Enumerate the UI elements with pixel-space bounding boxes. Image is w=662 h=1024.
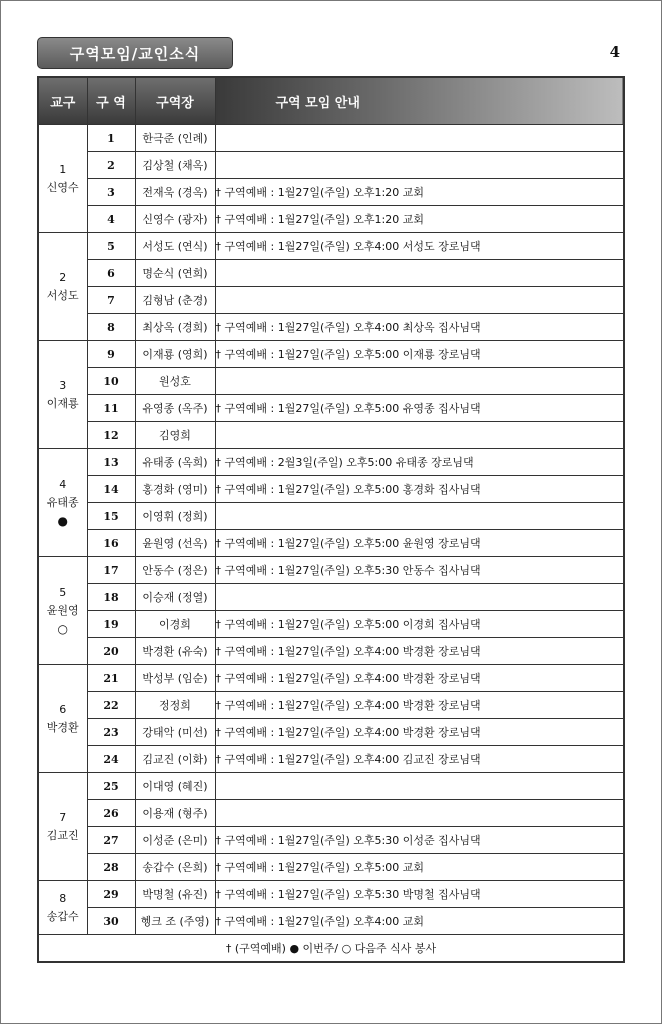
table-row xyxy=(38,125,624,152)
zone-number: 9 xyxy=(87,341,135,368)
zone-number: 2 xyxy=(87,152,135,179)
district-number: 6 xyxy=(59,702,67,716)
zone-leader: 이영휘 (정희) xyxy=(135,503,215,530)
zone-number: 12 xyxy=(87,422,135,449)
district-cell xyxy=(38,665,87,773)
zone-number: 16 xyxy=(87,530,135,557)
zone-leader: 이승재 (정열) xyxy=(135,584,215,611)
table-row xyxy=(38,557,624,584)
meeting-info: † 구역예배 : 1월27일(주일) 오후4:00 서성도 장로님댁 xyxy=(215,233,624,260)
district-number: 5 xyxy=(59,585,67,599)
table-row xyxy=(38,773,624,800)
zone-number: 20 xyxy=(87,638,135,665)
zone-leader: 신영수 (광자) xyxy=(135,206,215,233)
zone-number: 6 xyxy=(87,260,135,287)
table-row xyxy=(38,395,624,422)
zone-number: 7 xyxy=(87,287,135,314)
zone-number: 29 xyxy=(87,881,135,908)
district-schedule-table xyxy=(37,76,625,963)
zone-leader: 최상옥 (경희) xyxy=(135,314,215,341)
zone-leader: 헹크 조 (주영) xyxy=(135,908,215,935)
meeting-info: † 구역예배 : 1월27일(주일) 오후5:30 박명철 집사님댁 xyxy=(215,881,624,908)
meeting-info: † 구역예배 : 1월27일(주일) 오후5:00 윤원영 장로님댁 xyxy=(215,530,624,557)
zone-leader: 이재룡 (영희) xyxy=(135,341,215,368)
district-number: 1 xyxy=(59,162,67,176)
district-cell xyxy=(38,881,87,935)
zone-leader: 정정희 xyxy=(135,692,215,719)
meeting-info: † 구역예배 : 1월27일(주일) 오후5:30 안동수 집사님댁 xyxy=(215,557,624,584)
meeting-info: † 구역예배 : 1월27일(주일) 오후5:00 유영종 집사님댁 xyxy=(215,395,624,422)
meeting-info xyxy=(215,422,624,449)
meeting-info: † 구역예배 : 1월27일(주일) 오후5:00 이재룡 장로님댁 xyxy=(215,341,624,368)
table-row xyxy=(38,503,624,530)
zone-leader: 이성준 (은미) xyxy=(135,827,215,854)
meeting-info xyxy=(215,503,624,530)
zone-number: 18 xyxy=(87,584,135,611)
zone-number: 30 xyxy=(87,908,135,935)
zone-leader: 전재욱 (경옥) xyxy=(135,179,215,206)
zone-leader: 유영종 (옥주) xyxy=(135,395,215,422)
meeting-info: † 구역예배 : 1월27일(주일) 오후4:00 박경환 장로님댁 xyxy=(215,665,624,692)
zone-number: 24 xyxy=(87,746,135,773)
table-row xyxy=(38,800,624,827)
district-number: 2 xyxy=(59,270,67,284)
table-row xyxy=(38,854,624,881)
zone-number: 22 xyxy=(87,692,135,719)
zone-leader: 김상철 (채옥) xyxy=(135,152,215,179)
table-row xyxy=(38,746,624,773)
zone-leader: 박성부 (임순) xyxy=(135,665,215,692)
meeting-info xyxy=(215,800,624,827)
meeting-info xyxy=(215,152,624,179)
zone-leader: 윤원영 (선옥) xyxy=(135,530,215,557)
meeting-info: † 구역예배 : 2월3일(주일) 오후5:00 유태종 장로님댁 xyxy=(215,449,624,476)
zone-number: 13 xyxy=(87,449,135,476)
zone-leader: 송갑수 (은희) xyxy=(135,854,215,881)
district-number: 3 xyxy=(59,378,67,392)
zone-number: 3 xyxy=(87,179,135,206)
zone-leader: 원성호 xyxy=(135,368,215,395)
header-district: 교구 xyxy=(38,77,87,125)
zone-number: 14 xyxy=(87,476,135,503)
meeting-info: † 구역예배 : 1월27일(주일) 오후1:20 교회 xyxy=(215,206,624,233)
table-row xyxy=(38,341,624,368)
meeting-info: † 구역예배 : 1월27일(주일) 오후5:00 홍경화 집사님댁 xyxy=(215,476,624,503)
meal-service-mark: ○ xyxy=(57,621,68,636)
table-row xyxy=(38,719,624,746)
table-row xyxy=(38,611,624,638)
table-header-row xyxy=(38,77,624,125)
district-number: 8 xyxy=(59,891,67,905)
table-row xyxy=(38,179,624,206)
zone-number: 25 xyxy=(87,773,135,800)
zone-number: 4 xyxy=(87,206,135,233)
meeting-info: † 구역예배 : 1월27일(주일) 오후4:00 박경환 장로님댁 xyxy=(215,719,624,746)
zone-leader: 명순식 (연희) xyxy=(135,260,215,287)
zone-leader: 이용재 (형주) xyxy=(135,800,215,827)
district-cell xyxy=(38,773,87,881)
zone-leader: 홍경화 (영미) xyxy=(135,476,215,503)
zone-leader: 이대영 (혜진) xyxy=(135,773,215,800)
zone-number: 17 xyxy=(87,557,135,584)
table-row xyxy=(38,368,624,395)
meeting-info: † 구역예배 : 1월27일(주일) 오후4:00 박경환 장로님댁 xyxy=(215,638,624,665)
zone-leader: 유태종 (옥희) xyxy=(135,449,215,476)
table-row xyxy=(38,422,624,449)
header-zone: 구 역 xyxy=(87,77,135,125)
table-row xyxy=(38,638,624,665)
district-leader-name: 김교진 xyxy=(46,828,79,842)
meeting-info: † 구역예배 : 1월27일(주일) 오후1:20 교회 xyxy=(215,179,624,206)
district-number: 4 xyxy=(59,477,67,491)
meeting-info: † 구역예배 : 1월27일(주일) 오후4:00 김교진 장로님댁 xyxy=(215,746,624,773)
zone-number: 21 xyxy=(87,665,135,692)
zone-number: 5 xyxy=(87,233,135,260)
zone-leader: 한극준 (인례) xyxy=(135,125,215,152)
meeting-info xyxy=(215,584,624,611)
zone-leader: 서성도 (연식) xyxy=(135,233,215,260)
zone-leader: 김영희 xyxy=(135,422,215,449)
table-row xyxy=(38,260,624,287)
meeting-info: † 구역예배 : 1월27일(주일) 오후5:30 이성준 집사님댁 xyxy=(215,827,624,854)
header-leader: 구역장 xyxy=(135,77,215,125)
zone-number: 1 xyxy=(87,125,135,152)
district-cell xyxy=(38,233,87,341)
district-leader-name: 송갑수 xyxy=(46,909,79,923)
meal-service-mark: ● xyxy=(57,513,68,528)
district-cell xyxy=(38,125,87,233)
meeting-info: † 구역예배 : 1월27일(주일) 오후4:00 박경환 장로님댁 xyxy=(215,692,624,719)
table-row xyxy=(38,908,624,935)
header-info: 구역 모임 안내 xyxy=(215,77,624,125)
district-leader-name: 박경환 xyxy=(46,720,79,734)
page-number: 4 xyxy=(609,43,620,61)
meeting-info xyxy=(215,125,624,152)
legend-text: † (구역예배) ● 이번주/ ○ 다음주 식사 봉사 xyxy=(38,935,624,963)
zone-leader: 김형남 (춘경) xyxy=(135,287,215,314)
meeting-info: † 구역예배 : 1월27일(주일) 오후4:00 교회 xyxy=(215,908,624,935)
zone-leader: 박경환 (유숙) xyxy=(135,638,215,665)
section-title: 구역모임/교인소식 xyxy=(37,37,233,69)
district-leader-name: 유태종 xyxy=(46,495,79,509)
meeting-info xyxy=(215,260,624,287)
zone-number: 26 xyxy=(87,800,135,827)
district-leader-name: 윤원영 xyxy=(46,603,79,617)
zone-leader: 이경희 xyxy=(135,611,215,638)
zone-number: 15 xyxy=(87,503,135,530)
table-row xyxy=(38,233,624,260)
table-row xyxy=(38,449,624,476)
meeting-info xyxy=(215,368,624,395)
zone-number: 8 xyxy=(87,314,135,341)
zone-number: 28 xyxy=(87,854,135,881)
table-row xyxy=(38,584,624,611)
table-row xyxy=(38,287,624,314)
meeting-info: † 구역예배 : 1월27일(주일) 오후4:00 최상옥 집사님댁 xyxy=(215,314,624,341)
zone-leader: 안동수 (정은) xyxy=(135,557,215,584)
table-row xyxy=(38,530,624,557)
zone-number: 11 xyxy=(87,395,135,422)
zone-leader: 박명철 (유진) xyxy=(135,881,215,908)
meeting-info: † 구역예배 : 1월27일(주일) 오후5:00 교회 xyxy=(215,854,624,881)
table-row xyxy=(38,827,624,854)
zone-number: 19 xyxy=(87,611,135,638)
table-row xyxy=(38,206,624,233)
meeting-info: † 구역예배 : 1월27일(주일) 오후5:00 이경희 집사님댁 xyxy=(215,611,624,638)
meeting-info xyxy=(215,773,624,800)
district-leader-name: 서성도 xyxy=(46,288,79,302)
district-leader-name: 신영수 xyxy=(46,180,79,194)
district-number: 7 xyxy=(59,810,67,824)
district-cell xyxy=(38,449,87,557)
district-leader-name: 이재룡 xyxy=(46,396,79,410)
zone-number: 10 xyxy=(87,368,135,395)
meeting-info xyxy=(215,287,624,314)
table-row xyxy=(38,881,624,908)
table-row xyxy=(38,476,624,503)
table-row xyxy=(38,152,624,179)
zone-leader: 강태악 (미선) xyxy=(135,719,215,746)
district-cell xyxy=(38,557,87,665)
table-row xyxy=(38,665,624,692)
table-row xyxy=(38,692,624,719)
district-cell xyxy=(38,341,87,449)
table-row xyxy=(38,314,624,341)
legend-row xyxy=(38,935,624,963)
zone-leader: 김교진 (이화) xyxy=(135,746,215,773)
zone-number: 27 xyxy=(87,827,135,854)
zone-number: 23 xyxy=(87,719,135,746)
